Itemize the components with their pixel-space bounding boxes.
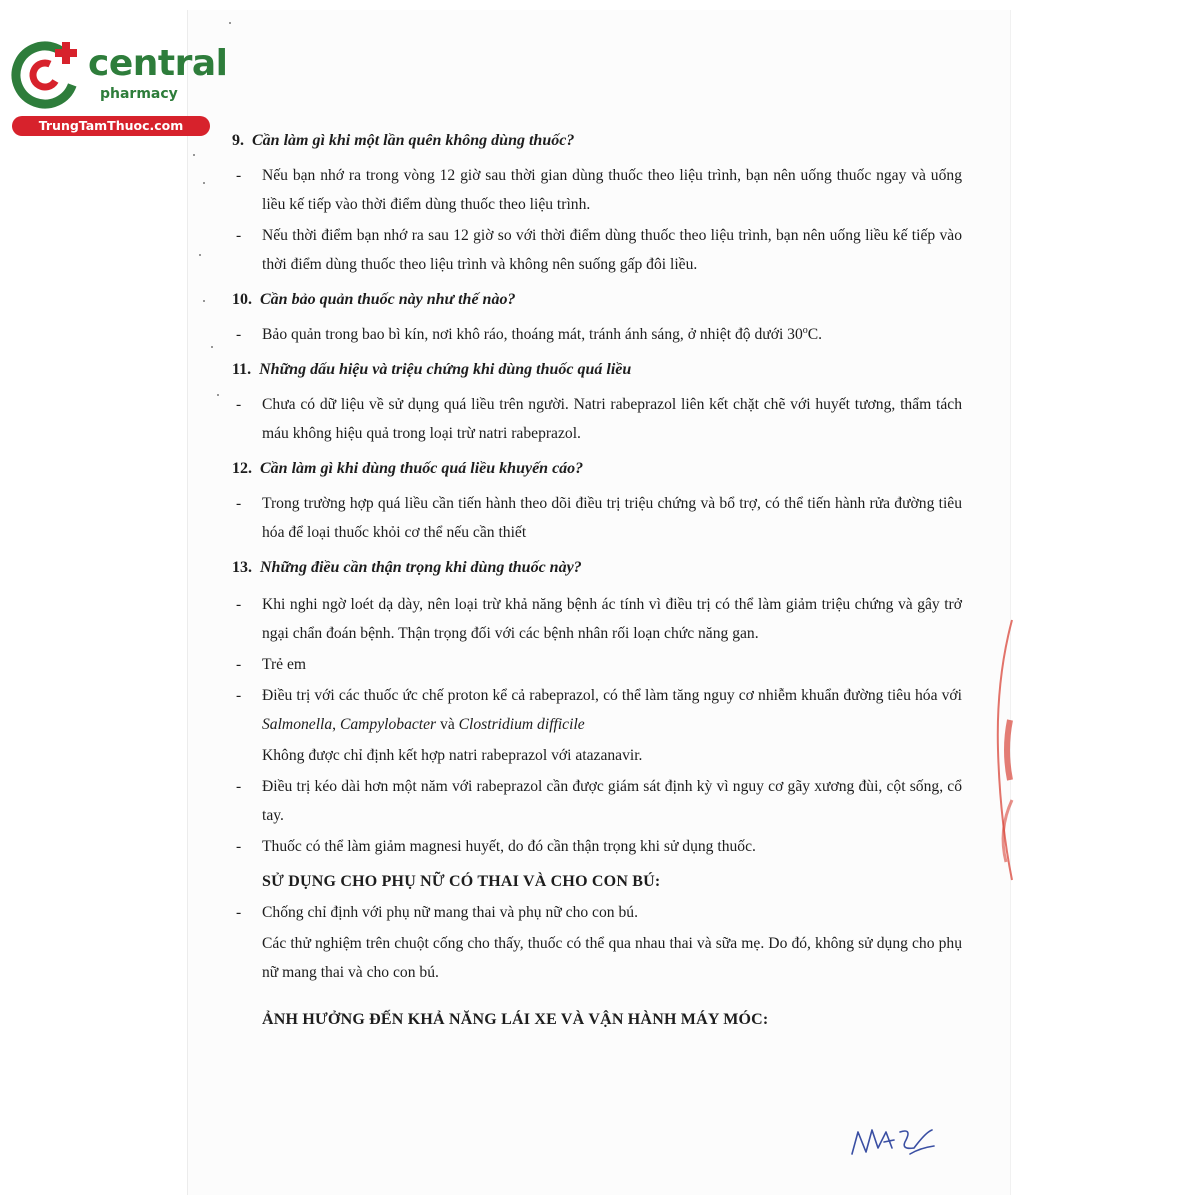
list-item-text: Bảo quản trong bao bì kín, nơi khô ráo, thoáng mát, tránh ánh sáng, ở nhiệt độ dưới 30 (262, 326, 803, 343)
list-item: - Chưa có dữ liệu về sử dụng quá liều trên người. Natri rabeprazol liên kết chặt chẽ với huyết tương, thẩm tách máu không hiệu quả trong loại trừ natri rabeprazol. (236, 396, 962, 442)
list-item-text: Chống chỉ định với phụ nữ mang thai và phụ nữ cho con bú. (262, 904, 638, 921)
list-item-text: Trong trường hợp quá liều cần tiến hành theo dõi điều trị triệu chứng và bổ trợ, có thể tiến hành rửa đường tiêu hóa để loại thuốc khỏi cơ thể nếu cần thiết (262, 495, 962, 541)
section-number: 11. (232, 361, 252, 378)
section-11 (232, 355, 962, 448)
list-item-text: Thuốc có thể làm giảm magnesi huyết, do đó cần thận trọng khi sử dụng thuốc. (262, 838, 756, 855)
section-title: Những điều cần thận trọng khi dùng thuốc này? (260, 559, 582, 576)
list-item: - Nếu thời điểm bạn nhớ ra sau 12 giờ so với thời điểm dùng thuốc theo liệu trình, bạn nên uống liều kế tiếp vào thời điểm dùng thuốc theo liệu trình và không nên suống gấp đôi liều. (236, 227, 962, 273)
scan-speck (203, 300, 205, 302)
list-item: - Trong trường hợp quá liều cần tiến hành theo dõi điều trị triệu chứng và bổ trợ, có thể tiến hành rửa đường tiêu hóa để loại thuốc khỏi cơ thể nếu cần thiết (236, 495, 962, 541)
section-title: Cần làm gì khi dùng thuốc quá liều khuyến cáo? (260, 460, 584, 477)
document-body (232, 122, 962, 1036)
list-item: - Thuốc có thể làm giảm magnesi huyết, do đó cần thận trọng khi sử dụng thuốc. (236, 838, 756, 855)
section-heading (232, 285, 962, 314)
list-item-text: Khi nghi ngờ loét dạ dày, nên loại trừ khả năng bệnh ác tính vì điều trị có thể làm giảm triệu chứng và gây trở ngại chẩn đoán bệnh. Thận trọng đối với các bệnh nhân rối loạn chức năng gan. (262, 596, 962, 642)
section-heading (232, 454, 962, 483)
section-number: 9. (232, 132, 244, 149)
list-item-text: Điều trị kéo dài hơn một năm với rabeprazol cần được giám sát định kỳ vì nguy cơ gãy xương đùi, cột sống, cổ tay. (262, 778, 962, 824)
red-stamp-fragment (988, 600, 1014, 890)
pregnancy-heading: SỬ DỤNG CHO PHỤ NỮ CÓ THAI VÀ CHO CON BÚ: (262, 873, 661, 890)
logo-website: TrungTamThuoc.com (12, 116, 210, 136)
bacteria-name: Salmonella (262, 716, 333, 733)
section-9 (232, 126, 962, 279)
logo-brand-name: central (88, 43, 228, 84)
list-item: - Trẻ em (236, 656, 307, 673)
list-item-text: , (332, 716, 340, 733)
list-item: - Điều trị với các thuốc ức chế proton kể cả rabeprazol, có thể làm tăng nguy cơ nhiễm khuẩn đường tiêu hóa với Salmonella, Campylobacter và Clostridium difficile (236, 687, 962, 733)
scan-speck (203, 182, 205, 184)
section-number: 12. (232, 460, 252, 477)
section-12 (232, 454, 962, 547)
list-item: - Chống chỉ định với phụ nữ mang thai và phụ nữ cho con bú. (236, 904, 638, 921)
bacteria-name: Clostridium difficile (458, 716, 585, 733)
driving-heading: ẢNH HƯỞNG ĐẾN KHẢ NĂNG LÁI XE VÀ VẬN HÀNH MÁY MÓC: (262, 1011, 769, 1028)
list-item: - Nếu bạn nhớ ra trong vòng 12 giờ sau thời gian dùng thuốc theo liệu trình, bạn nên uống thuốc ngay và uống liều kế tiếp vào thời điểm dùng thuốc theo liệu trình. (236, 167, 962, 213)
list-item: - Bảo quản trong bao bì kín, nơi khô ráo, thoáng mát, tránh ánh sáng, ở nhiệt độ dưới 30$^o$C. (236, 324, 823, 343)
paragraph: Các thử nghiệm trên chuột cống cho thấy, thuốc có thể qua nhau thai và sữa mẹ. Do đó, không sử dụng cho phụ nữ mang thai và cho con bú. (262, 935, 962, 981)
section-13 (232, 553, 962, 861)
central-pharmacy-logo[interactable] (10, 36, 228, 136)
section-number: 13. (232, 559, 252, 576)
list-item-text: và (436, 716, 459, 733)
degree-sign: o (802, 324, 808, 336)
scan-speck (199, 254, 201, 256)
section-10 (232, 285, 962, 349)
list-item-text: Chưa có dữ liệu về sử dụng quá liều trên người. Natri rabeprazol liên kết chặt chẽ với huyết tương, thẩm tách máu không hiệu quả trong loại trừ natri rabeprazol. (262, 396, 962, 442)
section-heading (232, 355, 962, 384)
section-title: Cần làm gì khi một lần quên không dùng thuốc? (252, 132, 575, 149)
list-item-text: Trẻ em (262, 656, 307, 673)
list-item: - Điều trị kéo dài hơn một năm với rabeprazol cần được giám sát định kỳ vì nguy cơ gãy xương đùi, cột sống, cổ tay. (236, 778, 962, 824)
list-item-text: C. (807, 326, 823, 343)
list-item: - Khi nghi ngờ loét dạ dày, nên loại trừ khả năng bệnh ác tính vì điều trị có thể làm giảm triệu chứng và gây trở ngại chẩn đoán bệnh. Thận trọng đối với các bệnh nhân rối loạn chức năng gan. (236, 596, 962, 642)
scan-speck (229, 22, 231, 24)
scan-speck (193, 154, 195, 156)
section-title: Những dấu hiệu và triệu chứng khi dùng thuốc quá liều (259, 361, 632, 378)
list-item-text: Nếu bạn nhớ ra trong vòng 12 giờ sau thời gian dùng thuốc theo liệu trình, bạn nên uống thuốc ngay và uống liều kế tiếp vào thời điểm dùng thuốc theo liệu trình. (262, 167, 962, 213)
section-heading (232, 126, 962, 155)
signature-mark (848, 1118, 938, 1164)
pharmacy-cross-logo-icon (10, 36, 90, 114)
section-heading (232, 553, 962, 582)
scan-speck (211, 346, 213, 348)
paragraph: Không được chỉ định kết hợp natri rabeprazol với atazanavir. (262, 747, 643, 764)
logo-subtitle: pharmacy (100, 86, 178, 102)
section-number: 10. (232, 291, 252, 308)
list-item-text: Nếu thời điểm bạn nhớ ra sau 12 giờ so với thời điểm dùng thuốc theo liệu trình, bạn nên uống liều kế tiếp vào thời điểm dùng thuốc theo liệu trình và không nên suống gấp đôi liều. (262, 227, 962, 273)
bacteria-name: Campylobacter (339, 716, 437, 733)
list-item-text: Điều trị với các thuốc ức chế proton kể cả rabeprazol, có thể làm tăng nguy cơ nhiễm khuẩn đường tiêu hóa với (262, 687, 962, 704)
scan-speck (217, 394, 219, 396)
section-title: Cần bảo quản thuốc này như thế nào? (260, 291, 516, 308)
